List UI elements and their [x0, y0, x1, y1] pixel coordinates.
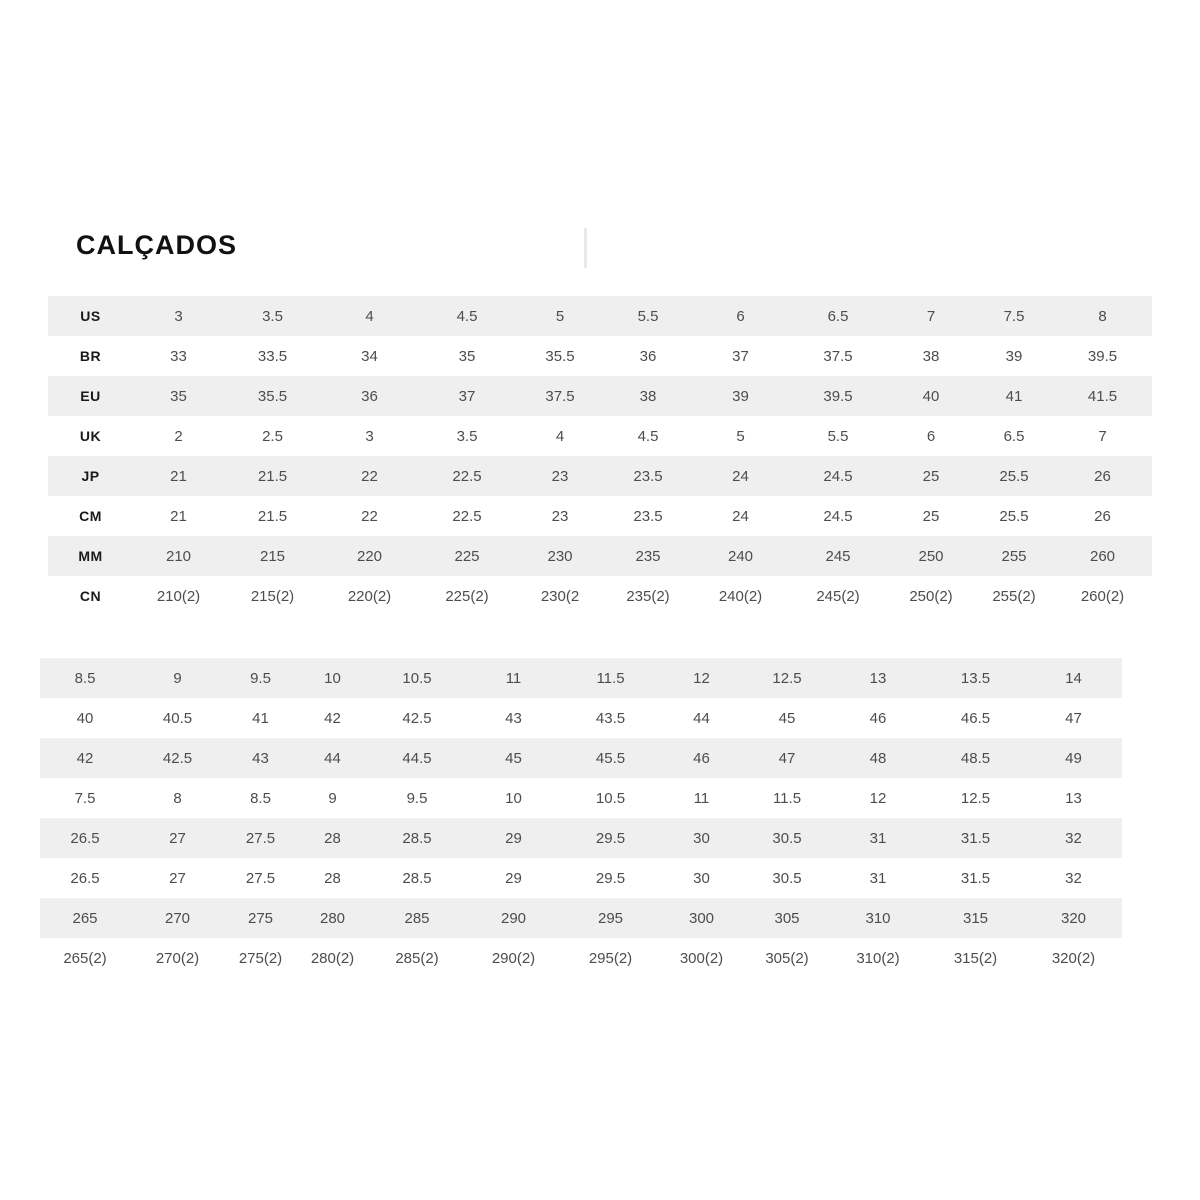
size-cell: 9.5	[369, 778, 465, 818]
size-cell: 260	[1053, 536, 1152, 576]
size-cell: 3.5	[418, 416, 516, 456]
size-cell: 215(2)	[224, 576, 321, 616]
size-cell: 33.5	[224, 336, 321, 376]
size-cell: 49	[1025, 738, 1122, 778]
size-cell: 42.5	[130, 738, 225, 778]
size-cell: 245(2)	[789, 576, 887, 616]
size-cell: 23.5	[604, 496, 692, 536]
size-cell: 10	[296, 658, 369, 698]
size-cell: 300(2)	[659, 938, 744, 978]
size-cell: 13	[1025, 778, 1122, 818]
size-cell: 24	[692, 496, 789, 536]
row-label: UK	[48, 416, 133, 456]
size-cell: 38	[887, 336, 975, 376]
size-cell: 26.5	[40, 858, 130, 898]
table-row	[48, 496, 1152, 536]
row-label: MM	[48, 536, 133, 576]
size-cell: 3	[321, 416, 418, 456]
size-cell: 5	[692, 416, 789, 456]
size-cell: 28.5	[369, 818, 465, 858]
size-cell: 7.5	[975, 296, 1053, 336]
size-cell: 12	[659, 658, 744, 698]
size-cell: 2.5	[224, 416, 321, 456]
row-label: CM	[48, 496, 133, 536]
size-cell: 24	[692, 456, 789, 496]
size-cell: 22.5	[418, 456, 516, 496]
size-cell: 300	[659, 898, 744, 938]
size-cell: 4.5	[604, 416, 692, 456]
row-label: JP	[48, 456, 133, 496]
size-cell: 3	[133, 296, 224, 336]
size-cell: 44	[659, 698, 744, 738]
size-cell: 35	[133, 376, 224, 416]
size-cell: 6.5	[789, 296, 887, 336]
size-cell: 7	[1053, 416, 1152, 456]
size-cell: 44	[296, 738, 369, 778]
size-cell: 310(2)	[830, 938, 926, 978]
size-cell: 275(2)	[225, 938, 296, 978]
size-table-continuation	[40, 658, 1122, 978]
size-cell: 275	[225, 898, 296, 938]
size-cell: 6	[887, 416, 975, 456]
size-cell: 26.5	[40, 818, 130, 858]
row-label: CN	[48, 576, 133, 616]
size-cell: 315	[926, 898, 1025, 938]
size-cell: 39.5	[1053, 336, 1152, 376]
size-cell: 10.5	[562, 778, 659, 818]
size-cell: 27	[130, 818, 225, 858]
table-row	[40, 938, 1122, 978]
size-cell: 2	[133, 416, 224, 456]
size-cell: 47	[1025, 698, 1122, 738]
size-cell: 22	[321, 456, 418, 496]
size-cell: 30.5	[744, 818, 830, 858]
size-cell: 230(2	[516, 576, 604, 616]
size-cell: 31	[830, 818, 926, 858]
size-cell: 14	[1025, 658, 1122, 698]
size-cell: 280	[296, 898, 369, 938]
size-cell: 45	[744, 698, 830, 738]
size-cell: 5	[516, 296, 604, 336]
size-cell: 25.5	[975, 496, 1053, 536]
size-cell: 21.5	[224, 496, 321, 536]
size-cell: 40	[887, 376, 975, 416]
size-cell: 255(2)	[975, 576, 1053, 616]
size-cell: 225	[418, 536, 516, 576]
table-row	[40, 778, 1122, 818]
size-cell: 42.5	[369, 698, 465, 738]
size-cell: 5.5	[604, 296, 692, 336]
size-cell: 29.5	[562, 858, 659, 898]
size-cell: 21.5	[224, 456, 321, 496]
table-row	[40, 818, 1122, 858]
size-cell: 39	[692, 376, 789, 416]
size-cell: 40.5	[130, 698, 225, 738]
size-cell: 33	[133, 336, 224, 376]
size-cell: 36	[321, 376, 418, 416]
size-cell: 21	[133, 456, 224, 496]
size-cell: 4.5	[418, 296, 516, 336]
size-cell: 235	[604, 536, 692, 576]
row-label: EU	[48, 376, 133, 416]
size-cell: 290	[465, 898, 562, 938]
size-cell: 250	[887, 536, 975, 576]
size-cell: 35	[418, 336, 516, 376]
scrollbar-artifact	[584, 228, 587, 268]
size-cell: 10.5	[369, 658, 465, 698]
size-cell: 8	[1053, 296, 1152, 336]
size-cell: 35.5	[516, 336, 604, 376]
table-row	[48, 296, 1152, 336]
size-cell: 245	[789, 536, 887, 576]
size-cell: 305	[744, 898, 830, 938]
size-cell: 8.5	[225, 778, 296, 818]
size-cell: 24.5	[789, 456, 887, 496]
size-cell: 38	[604, 376, 692, 416]
size-cell: 25	[887, 496, 975, 536]
size-cell: 12	[830, 778, 926, 818]
size-cell: 8	[130, 778, 225, 818]
size-cell: 27.5	[225, 818, 296, 858]
table-row	[40, 698, 1122, 738]
size-cell: 9	[130, 658, 225, 698]
size-cell: 40	[40, 698, 130, 738]
size-cell: 41	[975, 376, 1053, 416]
size-cell: 3.5	[224, 296, 321, 336]
size-cell: 30	[659, 858, 744, 898]
size-cell: 24.5	[789, 496, 887, 536]
size-cell: 29	[465, 818, 562, 858]
size-cell: 5.5	[789, 416, 887, 456]
size-cell: 37.5	[516, 376, 604, 416]
size-cell: 45	[465, 738, 562, 778]
size-cell: 47	[744, 738, 830, 778]
size-cell: 32	[1025, 818, 1122, 858]
size-cell: 265	[40, 898, 130, 938]
size-cell: 41.5	[1053, 376, 1152, 416]
table-row	[40, 658, 1122, 698]
size-cell: 39.5	[789, 376, 887, 416]
size-cell: 31.5	[926, 858, 1025, 898]
size-cell: 30	[659, 818, 744, 858]
size-cell: 12.5	[744, 658, 830, 698]
size-cell: 28	[296, 818, 369, 858]
table-row	[48, 576, 1152, 616]
size-cell: 305(2)	[744, 938, 830, 978]
size-cell: 28	[296, 858, 369, 898]
size-cell: 39	[975, 336, 1053, 376]
size-cell: 240(2)	[692, 576, 789, 616]
size-cell: 31.5	[926, 818, 1025, 858]
table-row	[40, 738, 1122, 778]
table-row	[48, 336, 1152, 376]
size-cell: 23.5	[604, 456, 692, 496]
size-cell: 310	[830, 898, 926, 938]
size-cell: 34	[321, 336, 418, 376]
size-cell: 43.5	[562, 698, 659, 738]
size-cell: 210	[133, 536, 224, 576]
size-cell: 25.5	[975, 456, 1053, 496]
size-cell: 29.5	[562, 818, 659, 858]
size-cell: 315(2)	[926, 938, 1025, 978]
size-cell: 43	[465, 698, 562, 738]
size-cell: 28.5	[369, 858, 465, 898]
size-cell: 23	[516, 456, 604, 496]
size-cell: 255	[975, 536, 1053, 576]
size-cell: 13	[830, 658, 926, 698]
size-cell: 9.5	[225, 658, 296, 698]
size-cell: 29	[465, 858, 562, 898]
size-cell: 225(2)	[418, 576, 516, 616]
size-cell: 230	[516, 536, 604, 576]
size-cell: 285(2)	[369, 938, 465, 978]
size-cell: 26	[1053, 456, 1152, 496]
size-cell: 48.5	[926, 738, 1025, 778]
size-cell: 23	[516, 496, 604, 536]
size-cell: 4	[516, 416, 604, 456]
table-row	[48, 456, 1152, 496]
size-cell: 46	[830, 698, 926, 738]
size-cell: 42	[40, 738, 130, 778]
size-cell: 48	[830, 738, 926, 778]
size-cell: 270	[130, 898, 225, 938]
size-cell: 285	[369, 898, 465, 938]
size-cell: 250(2)	[887, 576, 975, 616]
size-cell: 4	[321, 296, 418, 336]
size-cell: 11	[465, 658, 562, 698]
size-cell: 21	[133, 496, 224, 536]
size-cell: 37	[692, 336, 789, 376]
size-cell: 27.5	[225, 858, 296, 898]
size-cell: 265(2)	[40, 938, 130, 978]
size-cell: 32	[1025, 858, 1122, 898]
size-cell: 37.5	[789, 336, 887, 376]
row-label: US	[48, 296, 133, 336]
size-cell: 215	[224, 536, 321, 576]
size-cell: 235(2)	[604, 576, 692, 616]
size-cell: 220	[321, 536, 418, 576]
size-cell: 25	[887, 456, 975, 496]
size-cell: 320	[1025, 898, 1122, 938]
size-cell: 30.5	[744, 858, 830, 898]
size-cell: 220(2)	[321, 576, 418, 616]
size-cell: 240	[692, 536, 789, 576]
size-cell: 11	[659, 778, 744, 818]
size-cell: 22	[321, 496, 418, 536]
size-cell: 270(2)	[130, 938, 225, 978]
size-cell: 42	[296, 698, 369, 738]
size-cell: 35.5	[224, 376, 321, 416]
size-table-labeled	[48, 296, 1152, 616]
table-row	[40, 898, 1122, 938]
size-cell: 10	[465, 778, 562, 818]
page-title: CALÇADOS	[76, 230, 237, 260]
size-cell: 22.5	[418, 496, 516, 536]
size-cell: 37	[418, 376, 516, 416]
size-cell: 9	[296, 778, 369, 818]
size-cell: 26	[1053, 496, 1152, 536]
size-cell: 320(2)	[1025, 938, 1122, 978]
size-cell: 280(2)	[296, 938, 369, 978]
table-row	[48, 536, 1152, 576]
size-cell: 13.5	[926, 658, 1025, 698]
size-cell: 46	[659, 738, 744, 778]
size-cell: 11.5	[562, 658, 659, 698]
size-cell: 36	[604, 336, 692, 376]
row-label: BR	[48, 336, 133, 376]
size-cell: 43	[225, 738, 296, 778]
size-cell: 12.5	[926, 778, 1025, 818]
size-cell: 7	[887, 296, 975, 336]
size-cell: 6	[692, 296, 789, 336]
size-cell: 295(2)	[562, 938, 659, 978]
table-row	[48, 416, 1152, 456]
size-cell: 44.5	[369, 738, 465, 778]
table-row	[40, 858, 1122, 898]
size-cell: 11.5	[744, 778, 830, 818]
size-cell: 210(2)	[133, 576, 224, 616]
size-cell: 41	[225, 698, 296, 738]
size-cell: 295	[562, 898, 659, 938]
size-cell: 45.5	[562, 738, 659, 778]
size-cell: 260(2)	[1053, 576, 1152, 616]
size-cell: 31	[830, 858, 926, 898]
size-cell: 46.5	[926, 698, 1025, 738]
size-cell: 27	[130, 858, 225, 898]
size-cell: 290(2)	[465, 938, 562, 978]
size-cell: 6.5	[975, 416, 1053, 456]
table-row	[48, 376, 1152, 416]
size-cell: 8.5	[40, 658, 130, 698]
size-cell: 7.5	[40, 778, 130, 818]
